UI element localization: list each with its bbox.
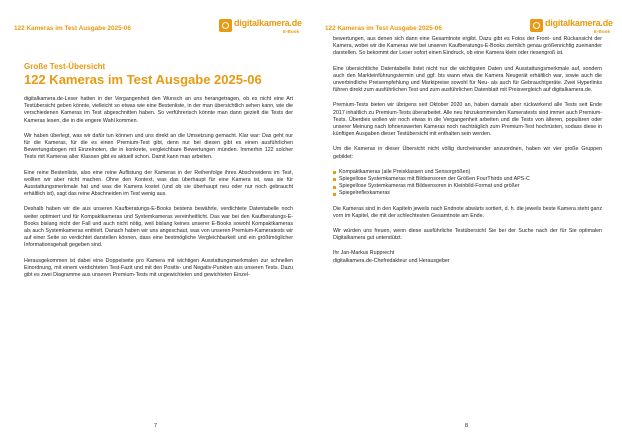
paragraph: Premium-Tests bieten wir übrigens seit Oktober 2020 an, haben damals aber rückwirkend alle Tests seit Ende 2017 inhaltlich zu Premium-Tests überarbeitet. Alle neu hinzukommenden Kameratests sind immer auch Premium-Tests. Überdies wollen wir noch etwas in die Vergangenheit arbeiten und die Tests von älteren, populären oder unserer Meinung nach lohnenswerten Kameras noch nachträglich zum Premium-Test hochrüsten, sodass diese in künftigen Ausgaben dieser Testübersicht mit enthalten sein werden. [333, 102, 602, 138]
camera-lens-icon [530, 19, 543, 32]
page-header [325, 16, 613, 38]
signature [333, 250, 602, 264]
signature-name: Ihr Jan-Markus Rupprecht [333, 250, 395, 257]
brand-logo [530, 17, 613, 37]
paragraph: Deshalb haben wir die aus unseren Kaufberatungs-E-Books bestens bewährte, verdichtete Datentabelle noch weiter optimiert und für Kompaktkameras und Systemkameras vereinheitlicht. Das war bei den Kaufberatungs-E-Books bislang nicht der Fall und auch nicht nötig, weil bislang keines unserer E-Books sowohl Kompaktkameras als auch Systemkameras enthielt. Danach haben wir uns angeschaut, was von unseren Premium-Kameratests wir auf einer Seite so verdichtet darstellen können, dass eine bestmögliche Vergleichbarkeit und ein größtmöglicher Informationsgehalt gegeben sind. [24, 206, 293, 249]
logo-text: digitalkamera.de [545, 18, 613, 28]
left-content [24, 62, 293, 287]
paragraph: Herausgekommen ist dabei eine Doppelseite pro Kamera mit wichtigen Ausstattungsmerkmalen zur schnellen Einordnung, mit einem verdichteten Test-Fazit und mit den Positiv- und Negativ-Punkten aus unseren Tests. Dazu gibt es zwei Diagramme aus unseren Premium-Tests mit ungewichteten und gewichteten Einzel- [24, 257, 293, 279]
page-title: 122 Kameras im Test Ausgabe 2025-06 [24, 72, 262, 87]
list-item: Kompaktkameras (alle Preisklassen und Sensorgrößen) [333, 169, 602, 176]
right-content [333, 36, 602, 265]
section-kicker: Große Test-Übersicht [24, 62, 106, 71]
logo-subtitle: E-Book [282, 29, 299, 34]
paragraph: Eine reine Bestenliste, also eine reine Auflistung der Kameras in der Reihenfolge ihres Abschneidens im Test, wollten wir aber nicht machen. Ohne den Kontext, was das überhaupt für eine Kamera ist, was sie für Ausstattungsmerkmale hat und was die Kamera kostet (und ob sie überhaupt neu oder nur noch gebraucht erhältlich ist), sagt das reine Abschneiden im Test wenig aus. [24, 169, 293, 198]
brand-logo [219, 17, 302, 37]
camera-lens-icon [219, 19, 232, 32]
paragraph: digitalkamera.de-Leser hatten in der Vergangenheit den Wunsch an uns herangetragen, ob es nicht eine Art Testübersicht geben könnte, vielleicht so etwas wie eine Bestenliste, in der man übersichtlich sehen kann, wie die verschiedenen Kameras im Test abgeschnitten haben. So verführerisch könnte man dann gezielt die Tests der Kameras lesen, die in die engere Wahl kommen. [24, 96, 293, 124]
paragraph: Um die Kameras in dieser Übersicht nicht völlig durcheinander anzuordnen, haben wir vier große Gruppen gebildet: [333, 146, 602, 160]
paragraph: bewertungen, aus denen sich dann eine Gesamtnote ergibt. Dazu gibt es Fotos der Front- und Rückansicht der Kamera, wobei wir die Kameras wie bei unseren Kaufberatungs-E-Books ziemlich genau größenrichtig zueinander darstellen. So bekommt der Leser sofort einen Eindruck, ob eine Kamera klein oder riesengroß ist. [333, 36, 602, 57]
page-header [14, 16, 302, 38]
list-item: Spiegellose Systemkameras mit Bildsensoren in Kleinbild-Format und größer [333, 183, 602, 190]
page-number: 8 [464, 423, 469, 429]
camera-group-list [333, 169, 602, 198]
header-title: 122 Kameras im Test Ausgabe 2025-06 [14, 25, 131, 32]
paragraph: Wir würden uns freuen, wenn diese ausführliche Testübersicht Sie bei der Suche nach der für Sie optimalen Digitalkamera gut unterstützt. [333, 228, 602, 242]
page-number: 7 [153, 423, 158, 429]
paragraph: Eine übersichtliche Datentabelle listet nicht nur die wichtigsten Daten und Ausstattungsmerkmale auf, sondern auch den Markteinführungstermin und ggf. bis wann etwa die Kamera Neugerät erhältlich war, sowie auch die unverbindliche Preisempfehlung und Marktpreise sowohl für Neu- als auch für Gebrauchtgeräte. Zwei Hyperlinks führen direkt zum ausführlichen Test und zum ausführlichen Datenblatt mit Preisvergleich auf digitalkamera.de. [333, 65, 602, 94]
paragraph: Wir haben überlegt, was wir dafür tun können und uns direkt an die Umsetzung gemacht. Klar war: Das geht nur für die Kameras, für die es einen Premium-Test gibt, denn nur bei diesen gibt es einen ausführlichen Bewertungsbogen mit Einzelnoten, die in konkrete, vergleichbare Bewertungen münden. Immerhin 122 solcher Tests mit Kameras aller Klassen gibt es aktuell schon. Damit kann man arbeiten. [24, 132, 293, 161]
logo-subtitle: E-Book [593, 29, 610, 34]
header-title: 122 Kameras im Test Ausgabe 2025-06 [325, 25, 442, 32]
logo-text: digitalkamera.de [234, 18, 302, 28]
signature-role: digitalkamera.de-Chefredakteur und Herausgeber [333, 257, 450, 264]
right-page [311, 0, 622, 440]
list-item: Spiegellose Systemkameras mit Bildsensoren der Größen FourThirds und APS-C [333, 176, 602, 183]
list-item: Spiegelreflexkameras [333, 190, 602, 197]
paragraph: Die Kameras sind in den Kapiteln jeweils nach Endnote abwärts sortiert, d. h. die jeweils beste Kamera steht ganz vorn im Kapitel, die mit der schlechtesten Gesamtnote am Ende. [333, 205, 602, 219]
